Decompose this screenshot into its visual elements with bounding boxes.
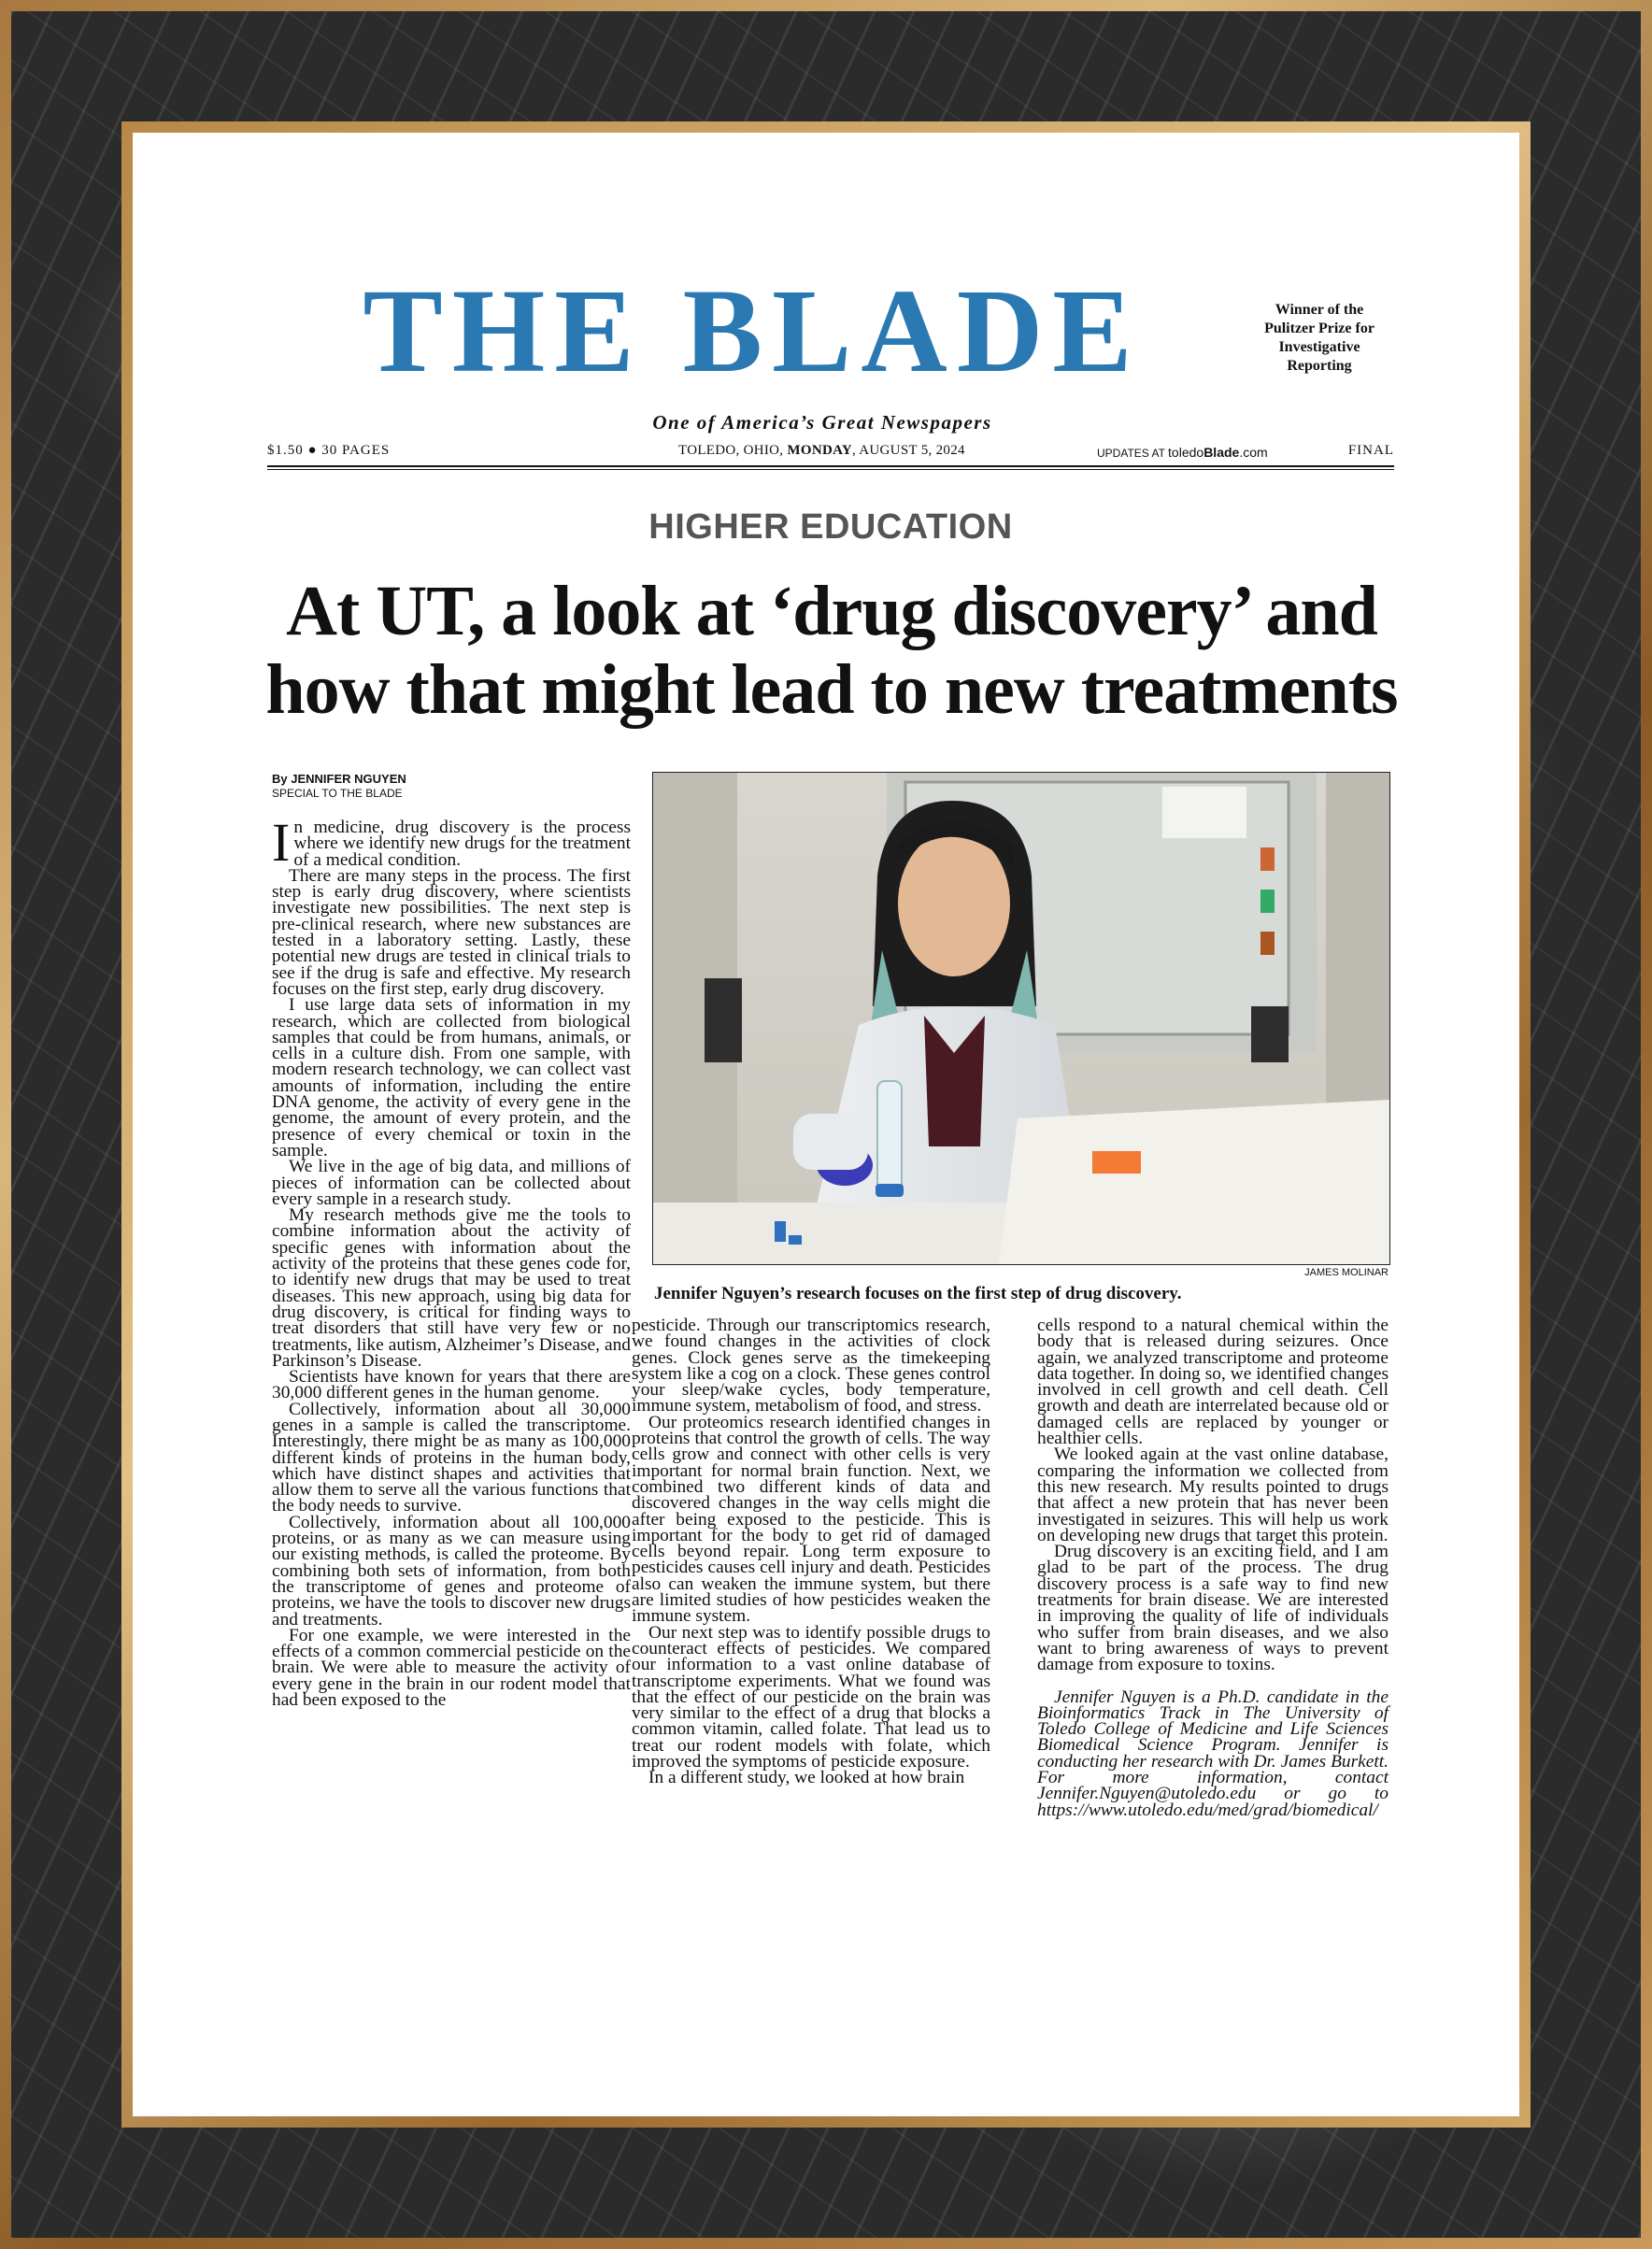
article-column-2 [632,1317,990,1786]
paragraph: Collectively, information about all 100,000 proteins, or as many as we can measure using our existing methods, is called the proteome. By combining both sets of information, from both the transcriptome of genes and proteome of proteins, we have the tools to discover new drugs and treatments. [272,1512,631,1630]
headline: At UT, a look at ‘drug discovery’ and how that might lead to new treatments [265,572,1398,729]
paragraph: Scientists have known for years that there are 30,000 different genes in the human genome. [272,1367,631,1403]
pulitzer-note: Winner of the Pulitzer Prize for Investigative Reporting [1264,302,1374,374]
paragraph: My research methods give me the tools to combine information about the activity of specific genes with information about the activity of the proteins that these genes code for, to identify new drugs that may be used to treat diseases. This new approach, using big data for drug discovery, is critical for finding ways to treat disorders that still have very few or no treatments, like autism, Alzheimer’s Disease, and Parkinson’s Disease. [272,1205,631,1371]
paragraph: Our next step was to identify possible drugs to counteract effects of pesticides. We compared our information to a vast online database of transcriptome experiments. What we found was that the effect of our pesticide on the brain was very similar to the effect of a drug that blocks a common vitamin, called folate. That lead us to treat our rodent models with folate, which improved the symptoms of pesticide exposure. [632,1622,990,1772]
paragraph: I use large data sets of information in my research, which are collected from biological samples that could be from humans, animals, or cells in a culture dish. From one sample, with modern research technology, we can collect vast amounts of information, including the entire DNA genome, the activity of every gene in the genome, the amount of every protein, and the presence of every chemical or toxin in the sample. [272,995,631,1160]
paragraph: In medicine, drug discovery is the process where we identify new drugs for the treatment of a medical condition. [272,812,631,873]
paragraph: Collectively, information about all 30,000 genes in a sample is called the transcriptome. Interestingly, there might be as many as 100,000 different kinds of proteins in the human body, which have distinct shapes and activities that allow them to serve all the various functions that the body needs to survive. [272,1399,631,1516]
folio-rule [267,469,1394,470]
paragraph: We looked again at the vast online database, comparing the information we collected from this new research. My results pointed to drugs that affect a new protein that has never been investigated in seizures. This will help us work on developing new drugs that target this protein. [1037,1445,1389,1545]
article-column-1 [272,812,631,1711]
paragraph: There are many steps in the process. The first step is early drug discovery, where scientists investigate new possibilities. The next step is pre-clinical research, where new substances are tested in a laboratory setting. Lastly, these potential new drugs are tested in clinical trials to see if the drug is safe and effective. My research focuses on the first step, early drug discovery. [272,865,631,999]
paragraph: Drug discovery is an exciting field, and I am glad to be part of the process. The drug discovery process is a safe way to find new treatments for brain disease. We are interested in improving the quality of life of individuals who suffer from brain diseases, and we also want to bring awareness of ways to prevent damage from exposure to toxins. [1037,1542,1389,1675]
article-column-3 [1037,1317,1389,1818]
edition-label: FINAL [1347,443,1394,458]
paragraph: For one example, we were interested in the effects of a common commercial pesticide on the brain. We were able to measure the activity of every gene in the brain in our rodent model that had been exposed to the [272,1625,631,1711]
folio-line [267,439,1394,467]
lab-photo-illustration [653,773,1389,1264]
photo-caption: Jennifer Nguyen’s research focuses on the first step of drug discovery. [654,1284,1182,1303]
updates-link[interactable]: UPDATES AT toledoBlade.com [1097,445,1268,460]
photo-credit: JAMES MOLINAR [1304,1267,1389,1278]
byline: By JENNIFER NGUYEN [272,772,406,786]
masthead-title: THE BLADE [363,264,1142,397]
section-kicker: HIGHER EDUCATION [648,507,1013,547]
paragraph: In a different study, we looked at how brain [648,1768,965,1788]
dateline: TOLEDO, OHIO, MONDAY, AUGUST 5, 2024 [678,443,965,458]
paragraph: Our proteomics research identified changes in proteins that control the growth of cells. The way cells grow and connect with other cells is very important for normal brain function. Next, we combined two different kinds of data and discovered changes in the way cells might die after being exposed to the pesticide. This is important for the body to get rid of damaged cells beyond repair. Long term exposure to pesticides causes cell injury and death. Pesticides also can weaken the immune system, but there are limited studies of how pesticides weaken the immune system. [632,1412,990,1627]
author-bio: Jennifer Nguyen is a Ph.D. candidate in the Bioinformatics Track in The University of Toledo College of Medicine and Life Sciences Biomedical Science Program. Jennifer is conducting her research with Dr. James Burkett. For more information, contact Jennifer.Nguyen@utoledo.edu or go to https://www.utoledo.edu/med/grad/biomedical/ [1037,1687,1389,1820]
tagline: One of America’s Great Newspapers [652,411,992,434]
lab-photo [652,772,1390,1265]
paragraph: We live in the age of big data, and millions of pieces of information can be collected about every sample in a research study. [272,1157,631,1209]
paragraph: pesticide. Through our transcriptomics research, we found changes in the activities of clock genes. Clock genes serve as the timekeeping system like a cog on a clock. These genes control your sleep/wake cycles, body temperature, immune system, metabolism of food, and stress. [632,1316,990,1416]
drop-cap: I [272,812,291,873]
paragraph: cells respond to a natural chemical within the body that is released during seizures. Once again, we analyzed transcriptome and proteome data together. In doing so, we identified changes involved in cell growth and cell death. Cell growth and death are interrelated because old or damaged cells are replaced by younger or healthier cells. [1037,1316,1389,1449]
byline-org: SPECIAL TO THE BLADE [272,787,403,800]
price-pages: $1.50 ● 30 PAGES [267,443,391,458]
